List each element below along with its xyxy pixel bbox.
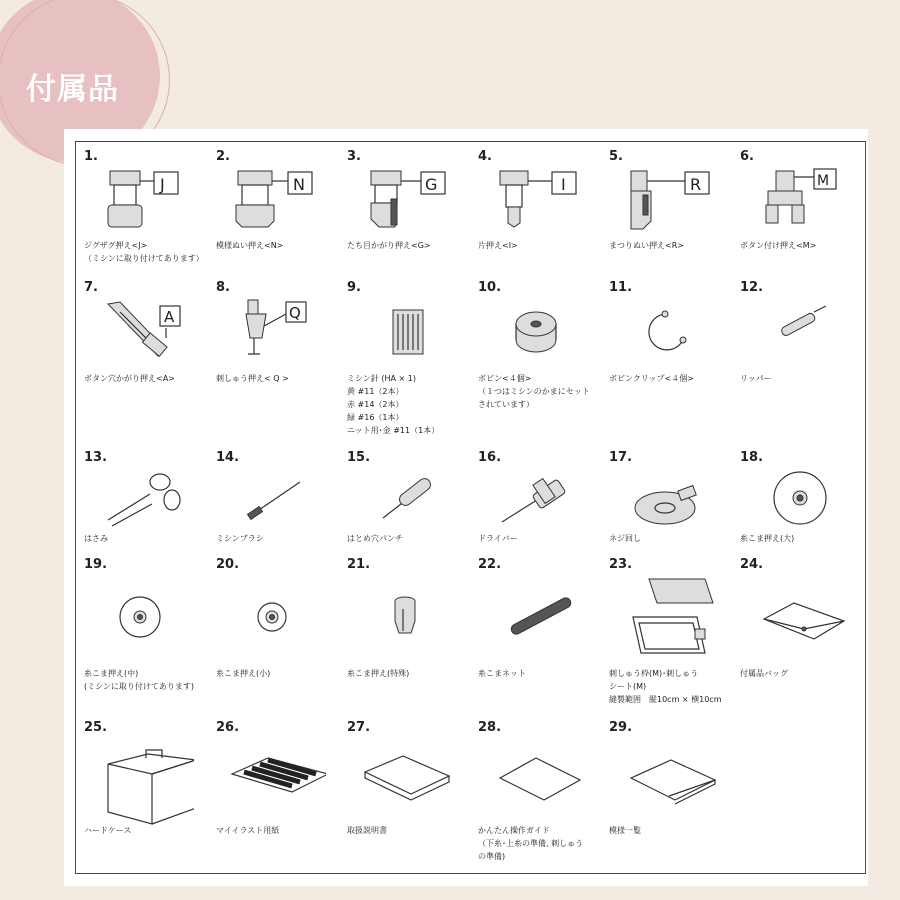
manual-icon <box>347 738 477 828</box>
presser-foot-n-icon <box>216 167 346 237</box>
embroidery-frame-icon <box>609 575 739 665</box>
item-number: 1. <box>84 149 98 164</box>
item-caption: たち目かがり押え<G> <box>347 241 431 250</box>
screwdriver-icon <box>478 468 608 532</box>
item-caption: 片押え<I> <box>478 241 518 250</box>
eyelet-punch-icon <box>347 468 477 532</box>
presser-foot-i-icon <box>478 167 608 237</box>
item-number: 21. <box>347 557 371 572</box>
item-caption: まつりぬい押え<R> <box>609 241 684 250</box>
item-caption: ミシン針 (HA × 1) 黄 #11（2本） 赤 #14（2本） 緑 #16（1本） ニット用･金 #11（1本） <box>347 374 440 435</box>
seam-ripper-icon <box>740 298 870 368</box>
item-caption: ハードケース <box>84 826 132 835</box>
item-number: 9. <box>347 280 361 295</box>
spool-cap-medium-icon <box>84 575 214 665</box>
item-number: 14. <box>216 450 240 465</box>
presser-foot-r-icon <box>609 167 739 237</box>
illustration-sheet-icon <box>216 738 346 828</box>
item-caption: ボタン穴かがり押え<A> <box>84 374 175 383</box>
item-number: 2. <box>216 149 230 164</box>
svg-text:N: N <box>293 175 305 194</box>
needle-pack-icon <box>347 298 477 368</box>
svg-text:R: R <box>690 175 702 194</box>
item-caption: 付属品バッグ <box>740 669 788 678</box>
buttonhole-foot-a-icon <box>84 298 214 368</box>
svg-text:I: I <box>561 175 566 194</box>
item-number: 22. <box>478 557 502 572</box>
item-caption: ボビン<４個> （１つはミシンのかまにセット されています） <box>478 374 590 409</box>
item-number: 29. <box>609 720 633 735</box>
hard-case-icon <box>84 738 214 828</box>
item-number: 3. <box>347 149 361 164</box>
item-number: 19. <box>84 557 108 572</box>
item-caption: ボタン付け押え<M> <box>740 241 817 250</box>
bobbin-clip-icon <box>609 298 739 368</box>
foot-letter: J <box>160 175 165 194</box>
item-number: 16. <box>478 450 502 465</box>
item-number: 10. <box>478 280 502 295</box>
bobbin-icon <box>478 298 608 368</box>
item-number: 7. <box>84 280 98 295</box>
item-number: 11. <box>609 280 633 295</box>
spool-cap-small-icon <box>216 575 346 665</box>
item-caption: 糸こま押え(中) (ミシンに取り付けてあります) <box>84 669 195 691</box>
item-number: 13. <box>84 450 108 465</box>
item-caption: 糸こま押え(大) <box>740 534 795 543</box>
svg-text:A: A <box>164 308 175 326</box>
svg-text:G: G <box>425 175 438 194</box>
pattern-list-icon <box>609 738 739 828</box>
item-number: 25. <box>84 720 108 735</box>
item-number: 27. <box>347 720 371 735</box>
item-caption: 模様ぬい押え<N> <box>216 241 284 250</box>
item-number: 24. <box>740 557 764 572</box>
scissors-icon <box>84 468 214 532</box>
spool-cap-large-icon <box>740 468 870 532</box>
item-caption: はさみ <box>84 534 108 543</box>
item-caption: ミシンブラシ <box>216 534 264 543</box>
item-caption: かんたん操作ガイド （下糸･上糸の準備, 刺しゅう の準備) <box>478 826 584 861</box>
item-number: 23. <box>609 557 633 572</box>
item-caption: ジグザグ押え<J> （ミシンに取り付けてあります） <box>84 241 204 263</box>
item-caption: 模様一覧 <box>609 826 641 835</box>
item-caption: 糸こま押え(小) <box>216 669 271 678</box>
svg-text:Q: Q <box>289 304 301 322</box>
item-caption: 糸こま押え(特殊) <box>347 669 410 678</box>
svg-text:M: M <box>817 173 830 189</box>
item-number: 18. <box>740 450 764 465</box>
item-caption: ドライバー <box>478 534 518 543</box>
item-number: 20. <box>216 557 240 572</box>
item-number: 8. <box>216 280 230 295</box>
item-number: 6. <box>740 149 754 164</box>
spool-net-icon <box>478 575 608 665</box>
item-caption: 取扱説明書 <box>347 826 387 835</box>
disc-screwdriver-icon <box>609 468 739 532</box>
presser-foot-j-icon <box>84 167 214 237</box>
spool-cap-special-icon <box>347 575 477 665</box>
accessory-bag-icon <box>740 575 870 665</box>
item-caption: 刺しゅう押え< Q > <box>216 374 289 383</box>
item-number: 12. <box>740 280 764 295</box>
item-caption: ネジ回し <box>609 534 641 543</box>
item-number: 28. <box>478 720 502 735</box>
item-number: 4. <box>478 149 492 164</box>
item-number: 17. <box>609 450 633 465</box>
item-caption: マイイラスト用紙 <box>216 826 280 835</box>
item-number: 15. <box>347 450 371 465</box>
item-number: 5. <box>609 149 623 164</box>
item-caption: 刺しゅう枠(M)･刺しゅう シート(M) 縫製範囲 縦10cm × 横10cm <box>609 669 722 704</box>
quick-guide-icon <box>478 738 608 828</box>
presser-foot-m-icon <box>740 167 870 237</box>
item-caption: 糸こまネット <box>478 669 526 678</box>
page-title: 付属品 <box>26 72 119 107</box>
brush-icon <box>216 468 346 532</box>
item-number: 26. <box>216 720 240 735</box>
presser-foot-g-icon <box>347 167 477 237</box>
embroidery-foot-q-icon <box>216 298 346 368</box>
item-caption: はとめ穴パンチ <box>347 534 403 543</box>
item-caption: リッパー <box>740 374 772 383</box>
item-caption: ボビンクリップ<４個> <box>609 374 694 383</box>
